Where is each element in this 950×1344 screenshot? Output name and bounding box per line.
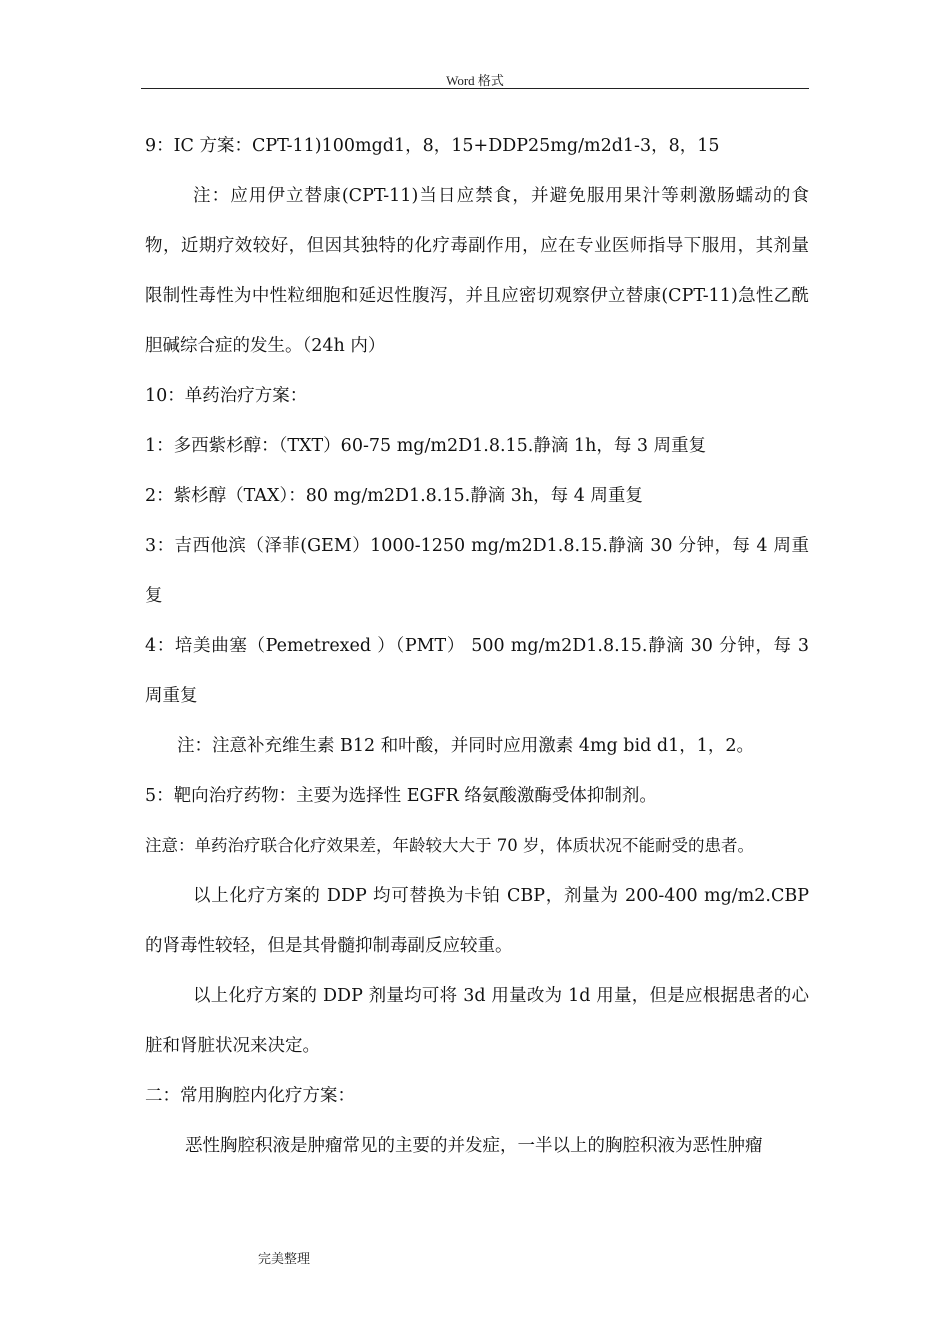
paragraph-gemcitabine: 3：吉西他滨（泽菲(GEM）1000-1250 mg/m2D1.8.15.静滴 30 分钟，每 4 周重复	[145, 536, 809, 606]
paragraph-carboplatin-substitution: 以上化疗方案的 DDP 均可替换为卡铂 CBP，剂量为 200-400 mg/m2.CBP 的肾毒性较轻，但是其骨髓抑制毒副反应较重。	[145, 886, 809, 956]
paragraph-single-agent-note: 注意：单药治疗联合化疗效果差，年龄较大大于 70 岁，体质状况不能耐受的患者。	[145, 836, 754, 855]
paragraph-cpt11-note: 注：应用伊立替康(CPT-11)当日应禁食，并避免服用果汁等刺激肠蠕动的食物，近期疗效较好，但因其独特的化疗毒副作用，应在专业医师指导下服用，其剂量限制性毒性为中性粒细胞和延迟性腹泻，并且应密切观察伊立替康(CPT-11)急性乙酰胆碱综合症的发生。（24h 内）	[145, 186, 809, 356]
paragraph-single-agent-heading: 10：单药治疗方案：	[145, 386, 308, 406]
paragraph-pemetrexed-note: 注：注意补充维生素 B12 和叶酸，并同时应用激素 4mg bid d1，1，2。	[177, 736, 754, 756]
paragraph-pleural-effusion: 恶性胸腔积液是肿瘤常见的主要的并发症，一半以上的胸腔积液为恶性肿瘤	[185, 1136, 763, 1156]
header-divider	[141, 88, 809, 89]
document-body	[145, 121, 809, 1171]
paragraph-targeted-therapy: 5：靶向治疗药物：主要为选择性 EGFR 络氨酸激酶受体抑制剂。	[145, 786, 657, 806]
paragraph-ic-regimen: 9：IC 方案：CPT-11)100mgd1，8，15+DDP25mg/m2d1-3，8，15	[145, 136, 720, 156]
paragraph-paclitaxel: 2：紫杉醇（TAX）：80 mg/m2D1.8.15.静滴 3h，每 4 周重复	[145, 486, 643, 506]
paragraph-ddp-dosing: 以上化疗方案的 DDP 剂量均可将 3d 用量改为 1d 用量，但是应根据患者的心脏和肾脏状况来决定。	[145, 986, 809, 1056]
paragraph-pemetrexed: 4：培美曲塞（Pemetrexed ）（PMT） 500 mg/m2D1.8.15.静滴 30 分钟，每 3 周重复	[145, 636, 809, 706]
paragraph-docetaxel: 1：多西紫杉醇：（TXT）60-75 mg/m2D1.8.15.静滴 1h，每 3 周重复	[145, 436, 707, 456]
section-heading-intrapleural: 二：常用胸腔内化疗方案：	[145, 1086, 355, 1106]
page-header: Word 格式	[446, 73, 504, 88]
page-footer: 完美整理	[258, 1251, 311, 1266]
